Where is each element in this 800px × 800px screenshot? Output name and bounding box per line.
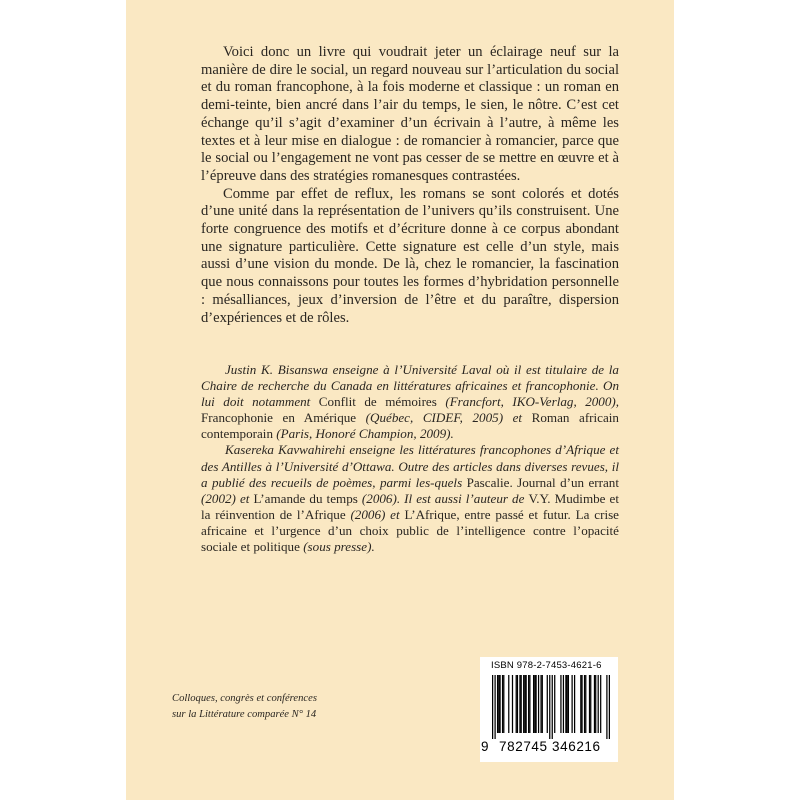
bio-text: (2006). Il est aussi l’auteur de [361, 490, 529, 506]
barcode-bar [542, 675, 543, 733]
barcode-bar [598, 675, 599, 733]
isbn-label: ISBN 978-2-7453-4621-6 [491, 660, 602, 671]
bio-text: CIDEF, 2005) et [422, 410, 532, 426]
barcode-bar [571, 675, 572, 733]
barcode-bar [503, 675, 504, 733]
bio-text: (2006) et [345, 506, 405, 522]
barcode-bar [565, 675, 566, 733]
book-title: L’amande du temps [253, 490, 358, 506]
book-title: l’urgence d’un choix public de l’intelligence contre l’opacité sociale et [201, 522, 619, 555]
bio-text: quels [434, 474, 467, 490]
barcode-bar [516, 675, 517, 733]
barcode-bar [498, 675, 499, 733]
author-bio-bisanswa [201, 362, 619, 442]
series-line-1: Colloques, congrès et conférences [172, 693, 317, 704]
author-bio-kavwahirehi [201, 442, 619, 555]
barcode-bar [568, 675, 569, 733]
barcode-bar [584, 675, 585, 733]
barcode-bar [535, 675, 536, 733]
book-title: Roman africain contemporain [201, 410, 619, 442]
book-title: Conflit de mémoires [318, 394, 437, 410]
barcode-bar [609, 675, 610, 739]
barcode-bar [526, 675, 527, 733]
barcode-bar [524, 675, 525, 733]
barcode-bar [549, 675, 550, 739]
bio-text: (Francfort, IKO-Verlag, 2000), [445, 394, 620, 410]
barcode-bar [574, 675, 575, 733]
book-title: Francophonie en Amérique [201, 410, 357, 426]
barcode-bar [494, 675, 495, 739]
book-title: L’Afrique, entre passé et futur. La crise africaine et [201, 506, 619, 538]
barcode-bar [585, 675, 586, 733]
barcode-bar [554, 675, 555, 733]
barcode-right-group: 346216 [552, 739, 601, 754]
bio-text: Kasereka Kavwahirehi enseigne les littératures francophones [225, 442, 552, 458]
barcode-bar [534, 675, 535, 733]
barcode-bar [540, 675, 541, 733]
barcode-bar [502, 675, 503, 733]
barcode-bar [499, 675, 500, 733]
barcode-bar [517, 675, 518, 733]
barcode-bar [580, 675, 581, 733]
barcode-bar [492, 675, 493, 739]
barcode-bar [600, 675, 601, 733]
bio-text: (2002) et [201, 490, 254, 506]
barcode-bar [581, 675, 582, 733]
barcode-bar [512, 675, 513, 733]
barcode-bar [563, 675, 564, 733]
bio-text: Champion, 2009). [358, 426, 454, 442]
bio-text: (sous presse). [299, 539, 375, 555]
barcode-bar [519, 675, 520, 733]
bio-text: d’Afrique et des Antilles à l’Université d’Ottawa. Outre des articles [201, 442, 620, 474]
series-note [172, 691, 392, 722]
barcode-bars [492, 675, 610, 739]
book-title: Pascalie. Journal d’un errant [466, 474, 619, 490]
bio-text: francophonie. On lui doit notamment [201, 378, 620, 410]
book-title: V.Y. Mudimbe et la réinvention de [201, 490, 619, 522]
barcode-bar [508, 675, 509, 733]
barcode-bar [606, 675, 607, 739]
barcode-bar [552, 675, 553, 739]
barcode-bar [595, 675, 596, 733]
barcode-bar [528, 675, 529, 733]
barcode-bar [547, 675, 548, 733]
barcode-bar [590, 675, 591, 733]
series-line-2: sur la Littérature comparée N° 14 [172, 708, 317, 720]
isbn-barcode [480, 657, 618, 762]
blurb [201, 44, 619, 327]
blurb-paragraph-2: Comme par effet de reflux, les romans se sont colorés et dotés d’une unité dans la représentation de l’univers qu’ils construisent. Une forte congruence des motifs et d’écriture donne à ce corpus abondant une signature particulière. Cette signature est celle d’un style, mais aussi d’une vision du monde. De là, chez le romancier, la fascination que nous connaissons pour toutes les formes d’hybridation personnelle : mésalliances, jeux d’inversion de l’être et du paraître, dispersion d’expériences et de rôles. [201, 185, 619, 326]
barcode-bar [567, 675, 568, 733]
book-title: l’Afrique [296, 506, 346, 522]
barcode-bar [523, 675, 524, 733]
barcode-bar [560, 675, 561, 733]
bio-text: dans diverses revues, il a publié des recueils de poèmes, parmi les- [201, 458, 619, 490]
barcode-bar [497, 675, 498, 733]
barcode-bar [594, 675, 595, 733]
blurb-paragraph-1: Voici donc un livre qui voudrait jeter un éclairage neuf sur la manière de dire le social, un regard nouveau sur l’articulation du social et du roman francophone, à la fois moderne et classique : un roman en demi-teinte, bien ancré dans l’air du temps, le sien, le nôtre. C’est cet échange qu’il s’agit d’examiner d’un écrivain à l’autre, à même les textes et à leur mise en dialogue : de romancier à romancier, parce que le social ou l’engagement ne vont pas cesser de se mettre en œuvre et à l’épreuve dans des stratégies romanesques contrastées. [201, 44, 619, 184]
barcode-first-digit: 9 [481, 739, 489, 754]
barcode-left-group: 782745 [499, 739, 548, 754]
book-title: politique [253, 539, 300, 555]
barcode-bar [529, 675, 530, 733]
barcode-bar [538, 675, 539, 733]
bio-text: de la Chaire de recherche du Canada en littératures africaines et [201, 362, 619, 394]
bio-text: Justin K. Bisanswa enseigne à l’Université Laval où il est titulaire [225, 362, 587, 377]
author-bios [201, 362, 619, 555]
barcode-bar [521, 675, 522, 733]
back-cover [126, 0, 674, 800]
barcode-bar [589, 675, 590, 733]
bio-text: (Québec, [356, 410, 414, 426]
barcode-digits [481, 739, 617, 757]
barcode-bar [533, 675, 534, 733]
bio-text: (Paris, Honoré [273, 426, 356, 442]
